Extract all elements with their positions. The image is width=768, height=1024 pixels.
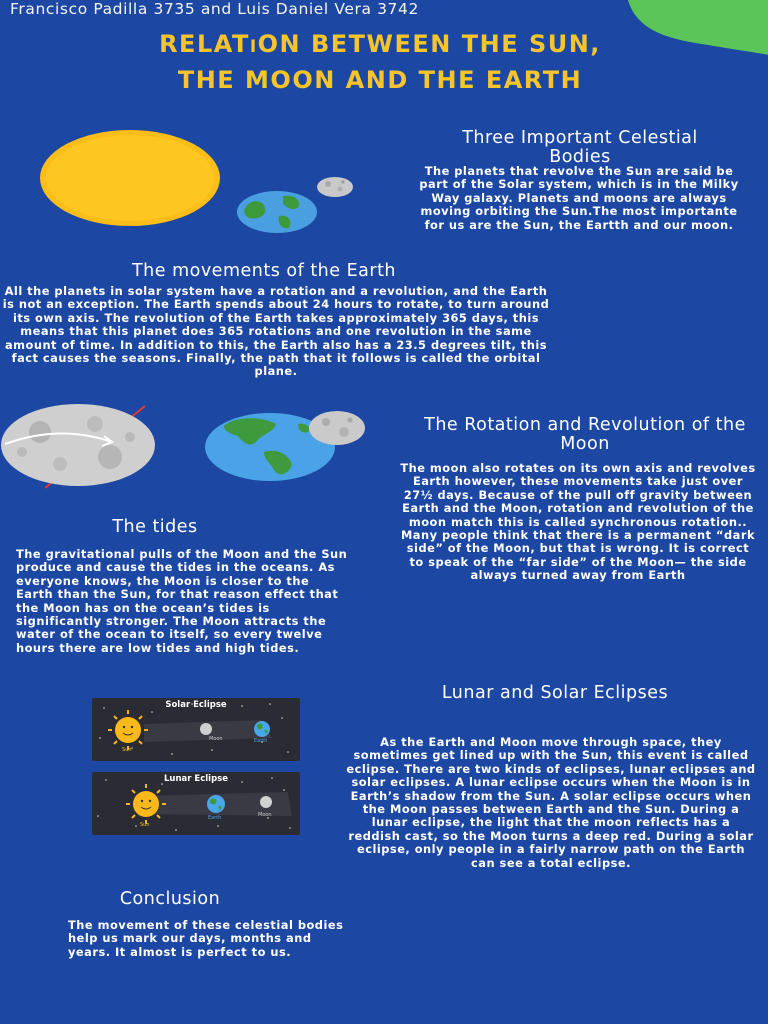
lunar-eclipse-sun-label: Sun <box>140 822 150 828</box>
moon-medium-illustration <box>308 410 366 446</box>
movements-body: All the planets in solar system have a rotation and a revolution, and the Earth is not an exception. The Earth spends about 24 hours to rotate, to turn around its own axis. The revolution of the Earth takes approximately 365 days, this means that this planet does 365 rotations and one revolution in the same amount of time. In addition to this, the Earth also has a 23.5 degrees tilt, this fact causes the seasons. Finally, the path that it follows is called the orbital plane. <box>2 284 550 379</box>
moon-small-illustration <box>316 176 354 198</box>
corner-blob-decoration <box>608 0 768 60</box>
tides-body: The gravitational pulls of the Moon and the Sun produce and cause the tides in the oceans. As everyone knows, the Moon is closer to the Earth than the Sun, for that reason effect that the Moon has on the ocean’s tides is significantly stronger. The Moon attracts the water of the ocean to itself, so every twelve hours there are low tides and high tides. <box>16 547 348 655</box>
solar-eclipse-earth-label: Earth <box>254 738 268 744</box>
lunar-eclipse-title: Lunar Eclipse <box>164 774 228 784</box>
tides-heading: The tides <box>112 517 198 537</box>
solar-eclipse-title: Solar Eclipse <box>165 700 227 710</box>
conclusion-heading: Conclusion <box>119 889 221 909</box>
celestial-body: The planets that revolve the Sun are said be part of the Solar system, which is in the Milky Way galaxy. Planets and moons are always moving orbiting the Sun.The most importante for us are the Sun, the Eartth and our moon. <box>419 164 739 232</box>
moon-rotation-heading: The Rotation and Revolution of the Moon <box>424 415 746 454</box>
sun-illustration <box>38 128 224 230</box>
lunar-eclipse-earth-label: Earth <box>208 815 222 821</box>
movements-heading: The movements of the Earth <box>131 261 397 281</box>
eclipses-heading: Lunar and Solar Eclipses <box>441 683 669 703</box>
page-title: RELATiON BETWEEN THE SUN, THE MOON AND THE EARTH <box>159 30 601 94</box>
lunar-eclipse-card <box>92 772 300 835</box>
lunar-eclipse-moon-label: Moon <box>258 812 272 818</box>
earth-small-illustration <box>235 190 319 234</box>
celestial-heading: Three Important Celestial Bodies <box>462 128 698 167</box>
solar-eclipse-sun-label: Sun <box>122 747 132 753</box>
solar-eclipse-card <box>92 698 300 761</box>
authors: Francisco Padilla 3735 and Luis Daniel Vera 3742 <box>10 0 419 18</box>
eclipses-body: As the Earth and Moon move through space, they sometimes get lined up with the Sun, this event is called eclipse. There are two kinds of eclipses, lunar eclipses and solar eclipses. A lunar eclipse occurs when the Moon is in Earth’s shadow from the Sun. A solar eclipse occurs when the Moon passes between Earth and the Sun. During a lunar eclipse, the light that the moon reflects has a reddish cast, so the Moon turns a deep red. During a solar eclipse, only people in a fairly narrow path on the Earth can see a total eclipse. <box>346 735 756 870</box>
solar-eclipse-moon-label: Moon <box>209 736 223 742</box>
moon-rotation-body: The moon also rotates on its own axis and revolves Earth however, these movements take just over 27½ days. Because of the pull off gravity between Earth and the Moon, rotation and revolution of the moon match this is called synchronous rotation.. Many people think that there is a permanent “dark side” of the Moon, but that is wrong. It is correct to speak of the “far side” of the Moon— the side always turned away from Earth <box>400 461 756 583</box>
moon-rotation-illustration <box>0 402 160 490</box>
conclusion-body: The movement of these celestial bodies help us mark our days, months and years. It almost is perfect to us. <box>68 918 344 959</box>
